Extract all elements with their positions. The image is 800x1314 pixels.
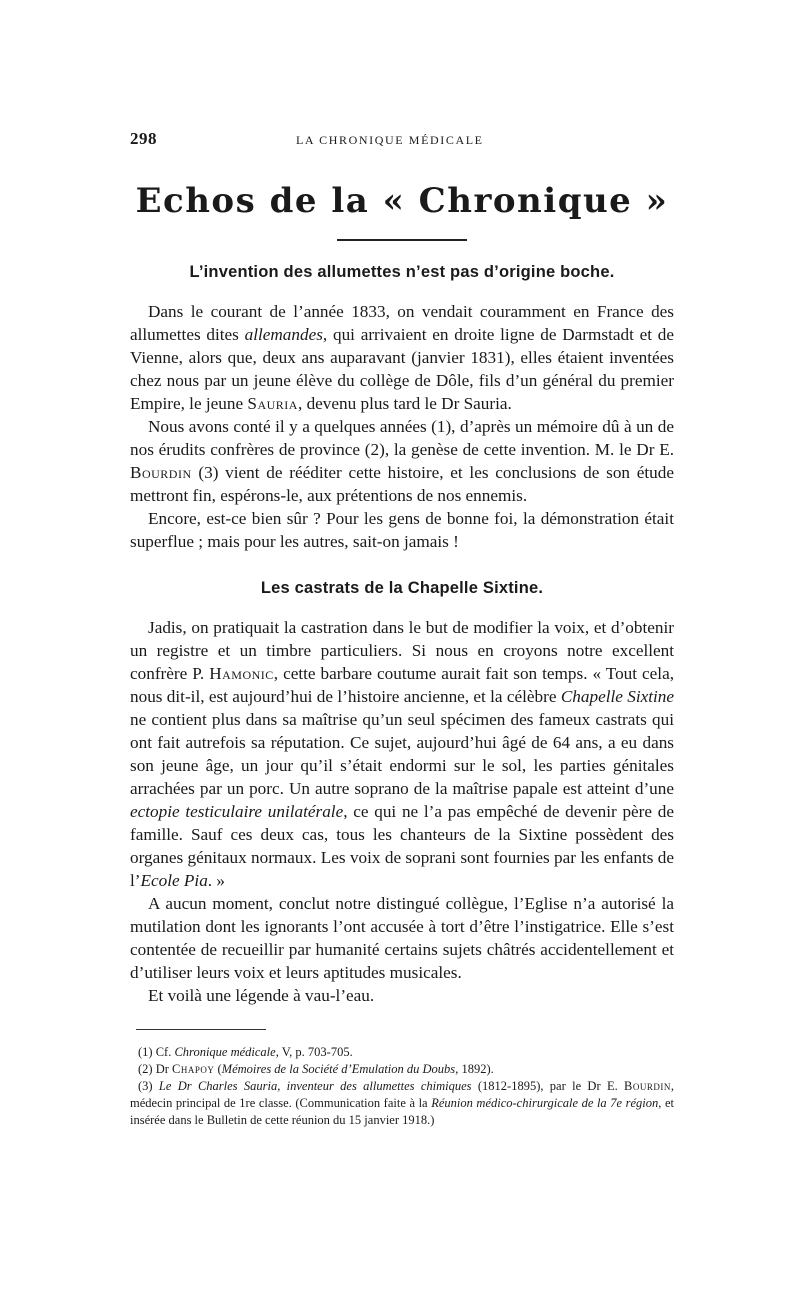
section-title: Echos de la « Chronique » bbox=[135, 181, 669, 221]
paragraph: Jadis, on pratiquait la castration dans le but de modifier la voix, et d’obtenir un registre et un timbre particuliers. Si nous en croyons notre excellent confrère P. Hamonic, cette barbare coutume aurait fait son temps. « Tout cela, nous dit-il, est aujourd’hui de l’histoire ancienne, et la célèbre Chapelle Sixtine ne contient plus dans sa maîtrise qu’un seul spécimen des fameux castrats qui ont fait autrefois sa réputation. Ce sujet, aujourd’hui âgé de 64 ans, a eu dans son jeune âge, un jour qu’il s’était endormi sur le sol, les parties génitales arrachées par un porc. Un autre soprano de la maîtrise papale est atteint d’une ectopie testiculaire unilatérale, ce qui ne l’a pas empêché de devenir père de famille. Sauf ces deux cas, tous les chanteurs de la Sixtine possèdent des organes génitaux normaux. Les voix de soprani sont fournies par les enfants de l’Ecole Pia. » bbox=[130, 618, 674, 890]
paragraph: Dans le courant de l’année 1833, on vendait couramment en France des allumettes dites allemandes, qui arrivaient en droite ligne de Darmstadt et de Vienne, alors que, deux ans auparavant (janvier 1831), elles étaient inventées chez nous par un jeune élève du collège de Dôle, fils d’un général du premier Empire, le jeune Sauria, devenu plus tard le Dr Sauria. bbox=[130, 302, 674, 413]
article-title-castrats: Les castrats de la Chapelle Sixtine. bbox=[260, 579, 544, 597]
footnote-2: (2) Dr Chapoy (Mémoires de la Société d’Emulation du Doubs, 1892). bbox=[138, 1062, 494, 1076]
paragraph: Et voilà une légende à vau-l’eau. bbox=[148, 986, 375, 1005]
page bbox=[130, 0, 674, 1129]
footnote-3: (3) Le Dr Charles Sauria, inventeur des allumettes chimiques (1812-1895), par le Dr E. Bourdin, médecin principal de 1re classe. (Communication faite à la Réunion médico-chirurgicale de la 7e région, et insérée dans le Bulletin de cette réunion du 15 janvier 1918.) bbox=[130, 1079, 675, 1127]
paragraph: Encore, est-ce bien sûr ? Pour les gens de bonne foi, la démonstration était superflue ; mais pour les autres, sait-on jamais ! bbox=[130, 509, 674, 551]
title-rule bbox=[337, 239, 467, 241]
paragraph: A aucun moment, conclut notre distingué collègue, l’Eglise n’a autorisé la mutilation dont les ignorants l’ont accusée à tort d’être l’instigatrice. Elle s’est contentée de recueillir par humanité certains sujets châtrés accidentellement et d’utiliser leurs voix et leurs aptitudes musicales. bbox=[130, 894, 674, 982]
page-number: 298 bbox=[130, 129, 157, 148]
footnote-1: (1) Cf. Chronique médicale, V, p. 703-705. bbox=[138, 1045, 353, 1059]
paragraph: Nous avons conté il y a quelques années (1), d’après un mémoire dû à un de nos érudits confrères de province (2), la genèse de cette invention. M. le Dr E. Bourdin (3) vient de rééditer cette histoire, et les conclusions de son étude mettront fin, espérons-le, aux prétentions de nos ennemis. bbox=[130, 417, 674, 505]
running-title: LA CHRONIQUE MÉDICALE bbox=[296, 133, 484, 147]
article-body-castrats bbox=[130, 616, 674, 1007]
article-title-allumettes: L’invention des allumettes n’est pas d’origine boche. bbox=[189, 263, 615, 281]
article-body-allumettes bbox=[130, 300, 674, 553]
footnotes bbox=[130, 1044, 674, 1129]
page-header bbox=[130, 129, 674, 149]
footnote-rule bbox=[136, 1029, 266, 1030]
